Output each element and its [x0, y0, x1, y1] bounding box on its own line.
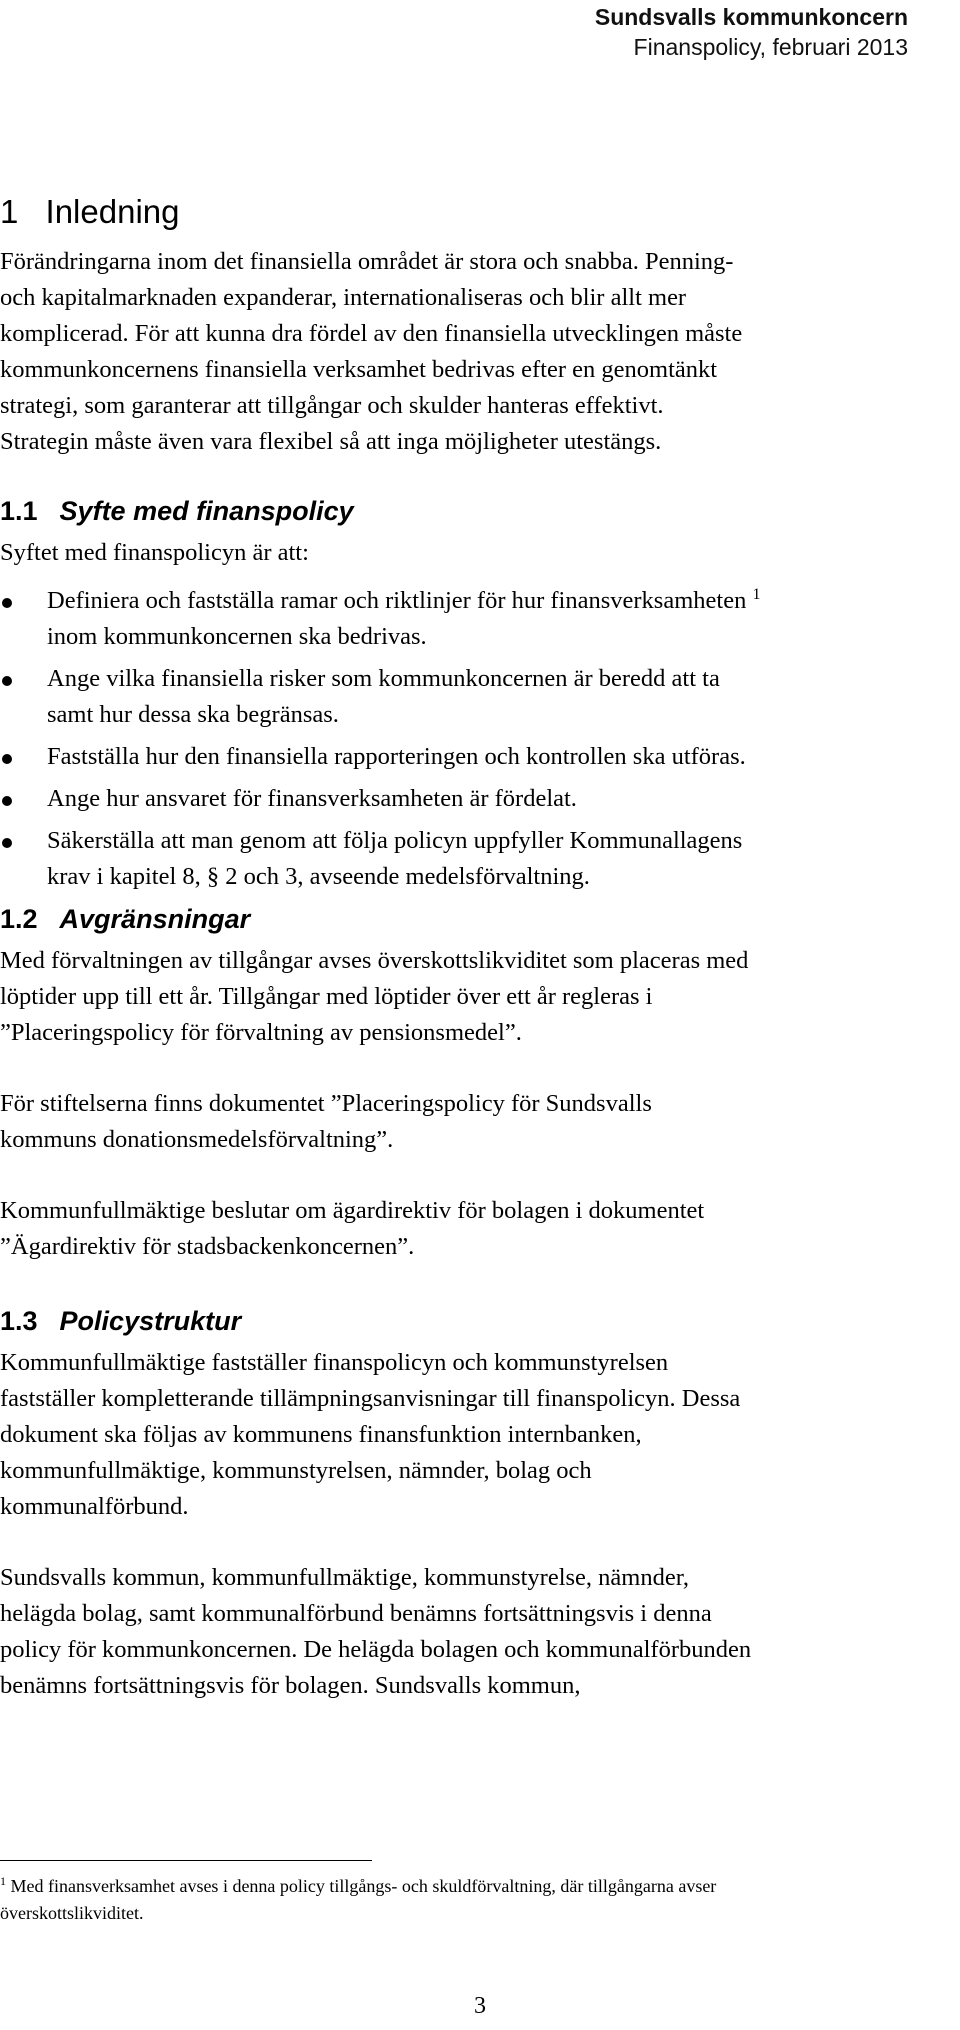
section-heading-1-2: [0, 901, 948, 937]
paragraph-line: helägda bolag, samt kommunalförbund benämns fortsättningsvis i denna: [0, 1600, 712, 1627]
bullet-text-line: Definiera och fastställa ramar och riktlinjer för hur finansverksamheten: [47, 587, 747, 614]
paragraph-line: fastställer kompletterande tillämpningsanvisningar till finanspolicyn. Dessa: [0, 1385, 741, 1412]
header-organization: Sundsvalls kommunkoncern: [594, 4, 908, 30]
section-number: 1.3: [0, 1306, 38, 1336]
purpose-bullet-list: [0, 583, 948, 895]
bullet-icon: [2, 676, 12, 686]
paragraph-line: För stiftelserna finns dokumentet ”Placeringspolicy för Sundsvalls: [0, 1090, 652, 1117]
section-title: Avgränsningar: [59, 904, 251, 934]
paragraph-line: kommunalförbund.: [0, 1493, 189, 1520]
list-item: [0, 781, 948, 817]
page-header: [595, 2, 908, 62]
section-number: 1: [0, 193, 19, 230]
paragraph-line: ”Ägardirektiv för stadsbackenkoncernen”.: [0, 1233, 415, 1260]
footnote-separator: [0, 1860, 372, 1861]
page-number: 3: [474, 1993, 486, 2019]
section-heading-1: [0, 190, 948, 234]
bullet-icon: [2, 598, 12, 608]
bullet-icon: [2, 838, 12, 848]
paragraph-line: kommunkoncernens finansiella verksamhet bedrivas efter en genomtänkt: [0, 356, 718, 383]
bullet-text-line: samt hur dessa ska begränsas.: [47, 701, 339, 728]
footnote: [0, 1873, 948, 1927]
bullet-icon: [2, 754, 12, 764]
bullet-text-line: krav i kapitel 8, § 2 och 3, avseende medelsförvaltning.: [47, 863, 590, 890]
bullet-text-line: inom kommunkoncernen ska bedrivas.: [47, 623, 427, 650]
section-number: 1.1: [0, 496, 38, 526]
header-document-title: Finanspolicy, februari 2013: [633, 34, 908, 60]
paragraph-line: kommuns donationsmedelsförvaltning”.: [0, 1126, 394, 1153]
list-item: [0, 823, 948, 895]
bullet-text-line: Ange vilka finansiella risker som kommunkoncernen är beredd att ta: [47, 665, 720, 692]
section-title: Inledning: [45, 193, 180, 230]
footnote-reference: 1: [752, 585, 761, 603]
paragraph-line: Med förvaltningen av tillgångar avses överskottslikviditet som placeras med: [0, 947, 749, 974]
paragraph-line: benämns fortsättningsvis för bolagen. Sundsvalls kommun,: [0, 1672, 581, 1699]
footnote-text-line: överskottslikviditet.: [0, 1903, 144, 1923]
footnote-marker: 1: [0, 1874, 6, 1888]
paragraph-line: Kommunfullmäktige fastställer finanspolicyn och kommunstyrelsen: [0, 1349, 669, 1376]
paragraph-line: Kommunfullmäktige beslutar om ägardirektiv för bolagen i dokumentet: [0, 1197, 705, 1224]
section-heading-1-1: [0, 493, 948, 529]
paragraph-line: löptider upp till ett år. Tillgångar med löptider över ett år regleras i: [0, 983, 653, 1010]
paragraph-line: Strategin måste även vara flexibel så att inga möjligheter utestängs.: [0, 428, 662, 455]
paragraph: [0, 1345, 948, 1525]
paragraph-line: Sundsvalls kommun, kommunfullmäktige, kommunstyrelse, nämnder,: [0, 1564, 690, 1591]
section-title: Policystruktur: [59, 1306, 242, 1336]
paragraph-line: policy för kommunkoncernen. De helägda bolagen och kommunalförbunden: [0, 1636, 752, 1663]
paragraph-line: dokument ska följas av kommunens finansfunktion internbanken,: [0, 1421, 642, 1448]
paragraph-line: Förändringarna inom det finansiella området är stora och snabba. Penning-: [0, 248, 734, 275]
paragraph-line: och kapitalmarknaden expanderar, internationaliseras och blir allt mer: [0, 284, 687, 311]
section-heading-1-3: [0, 1303, 948, 1339]
bullet-text-line: Ange hur ansvaret för finansverksamheten är fördelat.: [47, 785, 577, 812]
bullet-text-line: Säkerställa att man genom att följa policyn uppfyller Kommunallagens: [47, 827, 743, 854]
paragraph: [0, 1193, 948, 1265]
paragraph-line: kommunfullmäktige, kommunstyrelsen, nämnder, bolag och: [0, 1457, 592, 1484]
paragraph: [0, 1560, 948, 1704]
list-item: [0, 583, 948, 655]
paragraph-line: strategi, som garanterar att tillgångar och skulder hanteras effektivt.: [0, 392, 664, 419]
bullet-text-line: Fastställa hur den finansiella rapporteringen och kontrollen ska utföras.: [47, 743, 746, 770]
bullet-icon: [2, 796, 12, 806]
purpose-intro: Syftet med finanspolicyn är att:: [0, 539, 309, 566]
paragraph-line: komplicerad. För att kunna dra fördel av den finansiella utvecklingen måste: [0, 320, 743, 347]
paragraph: [0, 1086, 948, 1158]
paragraph: [0, 943, 948, 1051]
section-number: 1.2: [0, 904, 38, 934]
paragraph-line: ”Placeringspolicy för förvaltning av pensionsmedel”.: [0, 1019, 522, 1046]
main-content: [0, 190, 948, 1704]
intro-paragraph: [0, 244, 948, 460]
list-item: [0, 661, 948, 733]
list-item: [0, 739, 948, 775]
section-title: Syfte med finanspolicy: [59, 496, 354, 526]
footnote-text-line: Med finansverksamhet avses i denna policy tillgångs- och skuldförvaltning, där tillgångarna avser: [10, 1876, 717, 1896]
